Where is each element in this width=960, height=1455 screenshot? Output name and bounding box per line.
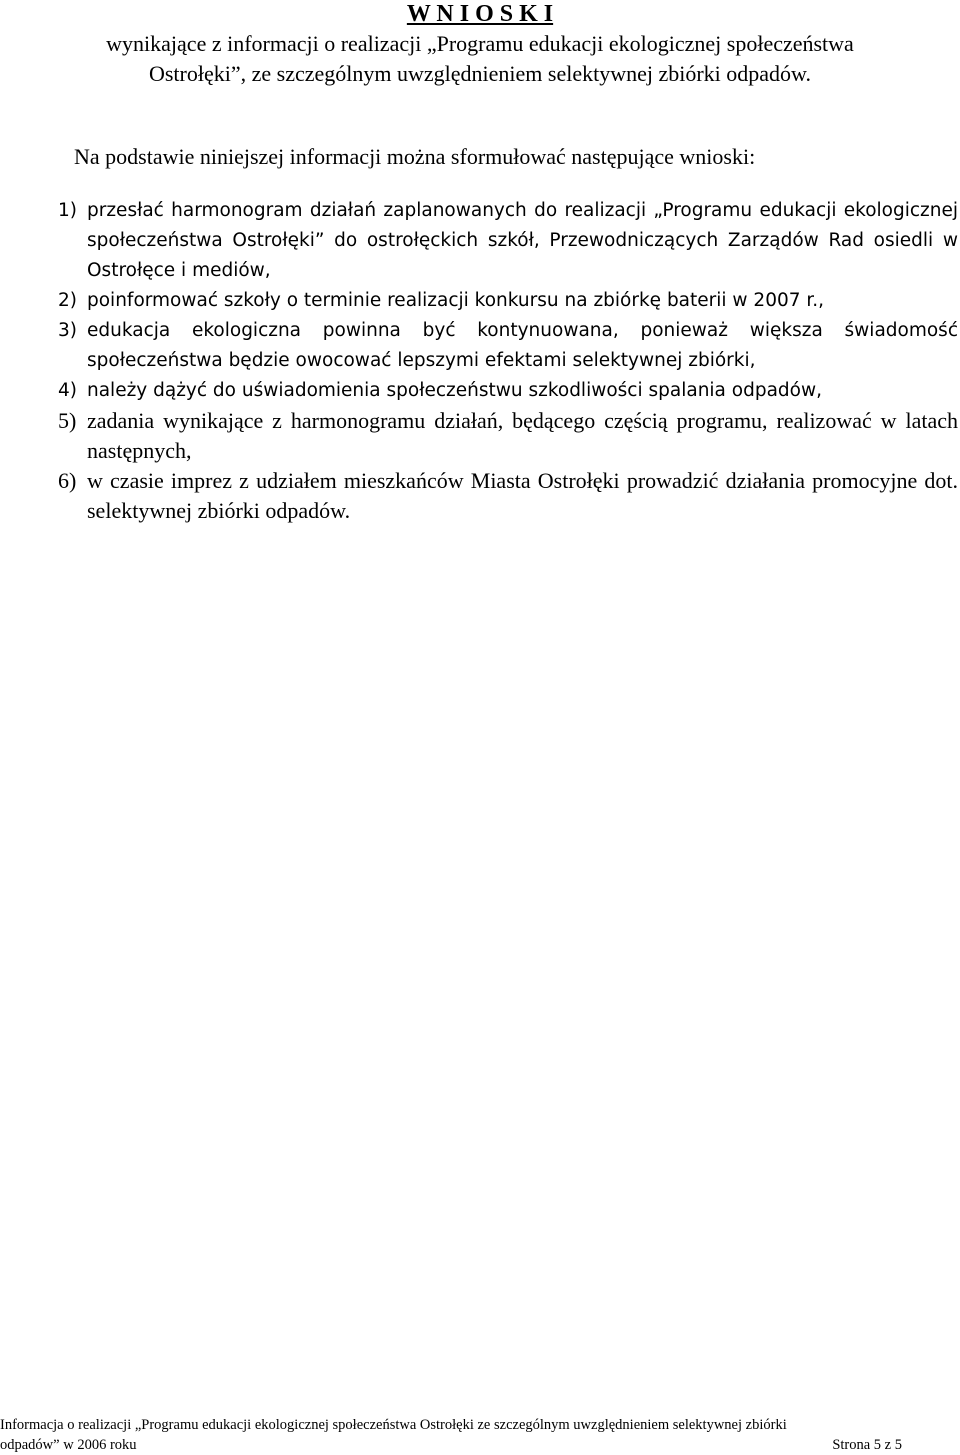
list-item-number: 1) — [58, 200, 77, 221]
list-item-text: edukacja ekologiczna powinna być kontynuowana, ponieważ większa świadomość społeczeństwa będzie owocować lepszymi efektami selektywnej zbiórki, — [87, 320, 958, 371]
page-footer — [0, 1415, 902, 1455]
document-title: W N I O S K I — [406, 1, 554, 27]
list-item-text: należy dążyć do uświadomienia społeczeństwu szkodliwości spalania odpadów, — [87, 380, 822, 401]
list-item-number: 6) — [58, 468, 77, 493]
list-item — [58, 466, 958, 526]
footer-document-info: Informacja o realizacji „Programu edukacji ekologicznej społeczeństwa Ostrołęki ze szczególnym uwzględnieniem selektywnej zbiórki — [0, 1417, 787, 1433]
list-item — [58, 376, 958, 406]
page-number: Strona 5 z 5 — [832, 1437, 902, 1453]
list-item — [58, 316, 958, 376]
subtitle-line-2: Ostrołęki”, ze szczególnym uwzględnieniem selektywnej zbiórki odpadów. — [148, 61, 812, 86]
list-item — [58, 406, 958, 466]
list-item-number: 2) — [58, 290, 77, 311]
conclusions-list — [58, 196, 958, 526]
list-item-text: poinformować szkoły o terminie realizacji konkursu na zbiórkę baterii w 2007 r., — [87, 290, 825, 311]
list-item-number: 4) — [58, 380, 77, 401]
intro-paragraph: Na podstawie niniejszej informacji można sformułować następujące wnioski: — [74, 144, 756, 169]
list-item — [58, 286, 958, 316]
footer-line-2 — [0, 1435, 902, 1455]
list-item-text: zadania wynikające z harmonogramu działań, będącego częścią programu, realizować w latach następnych, — [87, 408, 958, 463]
footer-document-info-continued: odpadów” w 2006 roku — [0, 1437, 137, 1453]
list-item-number: 3) — [58, 320, 77, 341]
list-item — [58, 196, 958, 286]
list-item-text: przesłać harmonogram działań zaplanowanych do realizacji „Programu edukacji ekologicznej społeczeństwa Ostrołęki” do ostrołęckich szkół, Przewodniczących Zarządów Rad osiedli w Ostrołęce i mediów, — [87, 200, 958, 281]
subtitle-line-1: wynikające z informacji o realizacji „Programu edukacji ekologicznej społeczeństwa — [106, 31, 854, 56]
document-subtitle — [0, 29, 960, 89]
list-item-number: 5) — [58, 408, 77, 433]
list-item-text: w czasie imprez z udziałem mieszkańców Miasta Ostrołęki prowadzić działania promocyjne dot. selektywnej zbiórki odpadów. — [87, 468, 958, 523]
